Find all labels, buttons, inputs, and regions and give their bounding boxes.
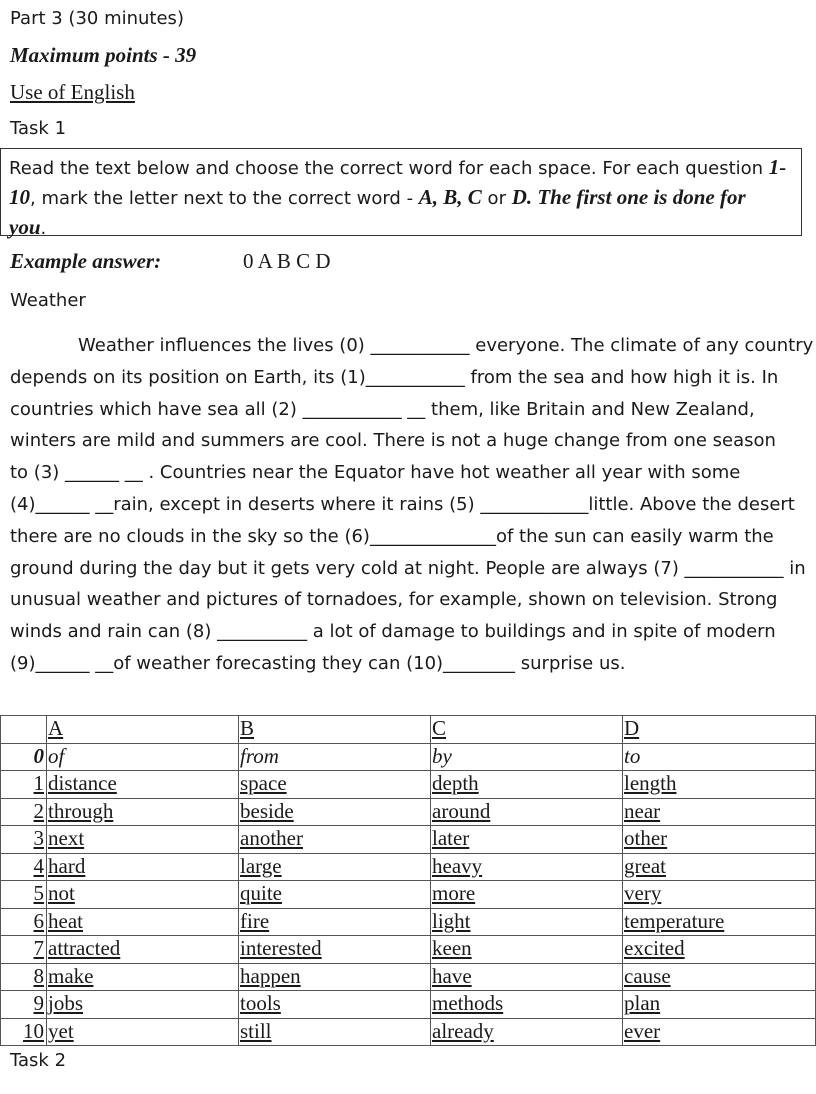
option-c: have (431, 963, 623, 991)
option-a: heat (47, 908, 239, 936)
option-c: already (431, 1018, 623, 1046)
instructions-range-start: 1- (768, 155, 787, 179)
option-b: large (239, 853, 431, 881)
question-number: 6 (1, 908, 47, 936)
option-c: later (431, 826, 623, 854)
option-b: space (239, 771, 431, 799)
header-cell: A (47, 716, 239, 744)
question-number: 9 (1, 991, 47, 1019)
option-a: make (47, 963, 239, 991)
max-points-heading: Maximum points - 39 (10, 43, 197, 67)
task2-heading: Task 2 (10, 1050, 67, 1071)
passage-line: ground during the day but it gets very cold at night. People are always (7) ___________ in (10, 557, 806, 579)
option-a: hard (47, 853, 239, 881)
section-title: Use of English (10, 80, 135, 104)
table-row (1, 1018, 816, 1046)
passage-line: countries which have sea all (2) ___________ __ them, like Britain and New Zealand, (10, 398, 755, 420)
header-cell: C (431, 716, 623, 744)
instructions-text: or (481, 188, 512, 209)
table-row (1, 853, 816, 881)
table-row (1, 826, 816, 854)
instructions-range-end: 10 (9, 185, 30, 209)
table-row (1, 798, 816, 826)
table-row (1, 881, 816, 909)
option-a: of (47, 743, 239, 771)
question-number: 1 (1, 771, 47, 799)
option-b: still (239, 1018, 431, 1046)
instructions-text: , mark the letter next to the correct word - (30, 188, 419, 209)
instructions-box (0, 148, 802, 239)
instructions-text: . (40, 218, 47, 239)
example-value: 0 A B C D (243, 249, 331, 273)
passage-line: (9)______ __of weather forecasting they can (10)________ surprise us. (10, 652, 626, 674)
option-d: to (623, 743, 816, 771)
passage-line: winters are mild and summers are cool. There is not a huge change from one season (10, 430, 776, 452)
option-c: methods (431, 991, 623, 1019)
option-a: attracted (47, 936, 239, 964)
question-number: 2 (1, 798, 47, 826)
option-c: by (431, 743, 623, 771)
option-a: distance (47, 771, 239, 799)
table-row (1, 963, 816, 991)
passage-line: depends on its position on Earth, its (1)___________ from the sea and how high it is. In (10, 366, 779, 388)
question-number: 0 (1, 743, 47, 771)
option-a: jobs (47, 991, 239, 1019)
passage (10, 330, 814, 680)
option-a: next (47, 826, 239, 854)
option-d: plan (623, 991, 816, 1019)
question-number: 7 (1, 936, 47, 964)
option-a: yet (47, 1018, 239, 1046)
option-c: keen (431, 936, 623, 964)
passage-line: winds and rain can (8) __________ a lot of damage to buildings and in spite of modern (10, 621, 776, 643)
passage-line: Weather influences the lives (0) ___________ everyone. The climate of any country (78, 335, 814, 356)
option-d: great (623, 853, 816, 881)
option-b: interested (239, 936, 431, 964)
option-b: fire (239, 908, 431, 936)
example-answer (10, 249, 331, 274)
option-b: happen (239, 963, 431, 991)
task1-heading: Task 1 (10, 118, 67, 139)
option-d: temperature (623, 908, 816, 936)
instructions-note: D. The first one is done for (511, 185, 746, 209)
option-d: other (623, 826, 816, 854)
question-number: 3 (1, 826, 47, 854)
option-a: not (47, 881, 239, 909)
option-c: light (431, 908, 623, 936)
options-table (0, 715, 816, 1046)
option-d: length (623, 771, 816, 799)
option-d: ever (623, 1018, 816, 1046)
question-number: 10 (1, 1018, 47, 1046)
option-b: from (239, 743, 431, 771)
table-row (1, 936, 816, 964)
instructions-note-end: you (9, 215, 41, 239)
table-row (1, 991, 816, 1019)
header-cell: B (239, 716, 431, 744)
option-c: around (431, 798, 623, 826)
passage-line: to (3) ______ __ . Countries near the Equator have hot weather all year with some (10, 462, 741, 484)
table-header-row (1, 716, 816, 744)
option-b: quite (239, 881, 431, 909)
instructions-letters: A, B, C (418, 185, 482, 209)
question-number: 8 (1, 963, 47, 991)
option-d: near (623, 798, 816, 826)
header-cell: D (623, 716, 816, 744)
option-b: another (239, 826, 431, 854)
header-cell (1, 716, 47, 744)
table-row (1, 771, 816, 799)
option-d: cause (623, 963, 816, 991)
table-row (1, 908, 816, 936)
option-c: more (431, 881, 623, 909)
question-number: 4 (1, 853, 47, 881)
instructions-text: Read the text below and choose the correct word for each space. For each question (9, 158, 769, 179)
option-c: depth (431, 771, 623, 799)
option-a: through (47, 798, 239, 826)
passage-line: there are no clouds in the sky so the (6)______________of the sun can easily warm the (10, 525, 774, 547)
passage-line: (4)______ __rain, except in deserts where it rains (5) ____________little. Above the desert (10, 493, 795, 515)
question-number: 5 (1, 881, 47, 909)
table-row (1, 743, 816, 771)
option-b: tools (239, 991, 431, 1019)
option-c: heavy (431, 853, 623, 881)
text-title: Weather (10, 290, 86, 311)
option-d: excited (623, 936, 816, 964)
passage-line: unusual weather and pictures of tornadoes, for example, shown on television. Strong (10, 589, 778, 611)
example-label: Example answer: (10, 249, 162, 273)
part-heading: Part 3 (30 minutes) (10, 8, 184, 29)
option-d: very (623, 881, 816, 909)
option-b: beside (239, 798, 431, 826)
